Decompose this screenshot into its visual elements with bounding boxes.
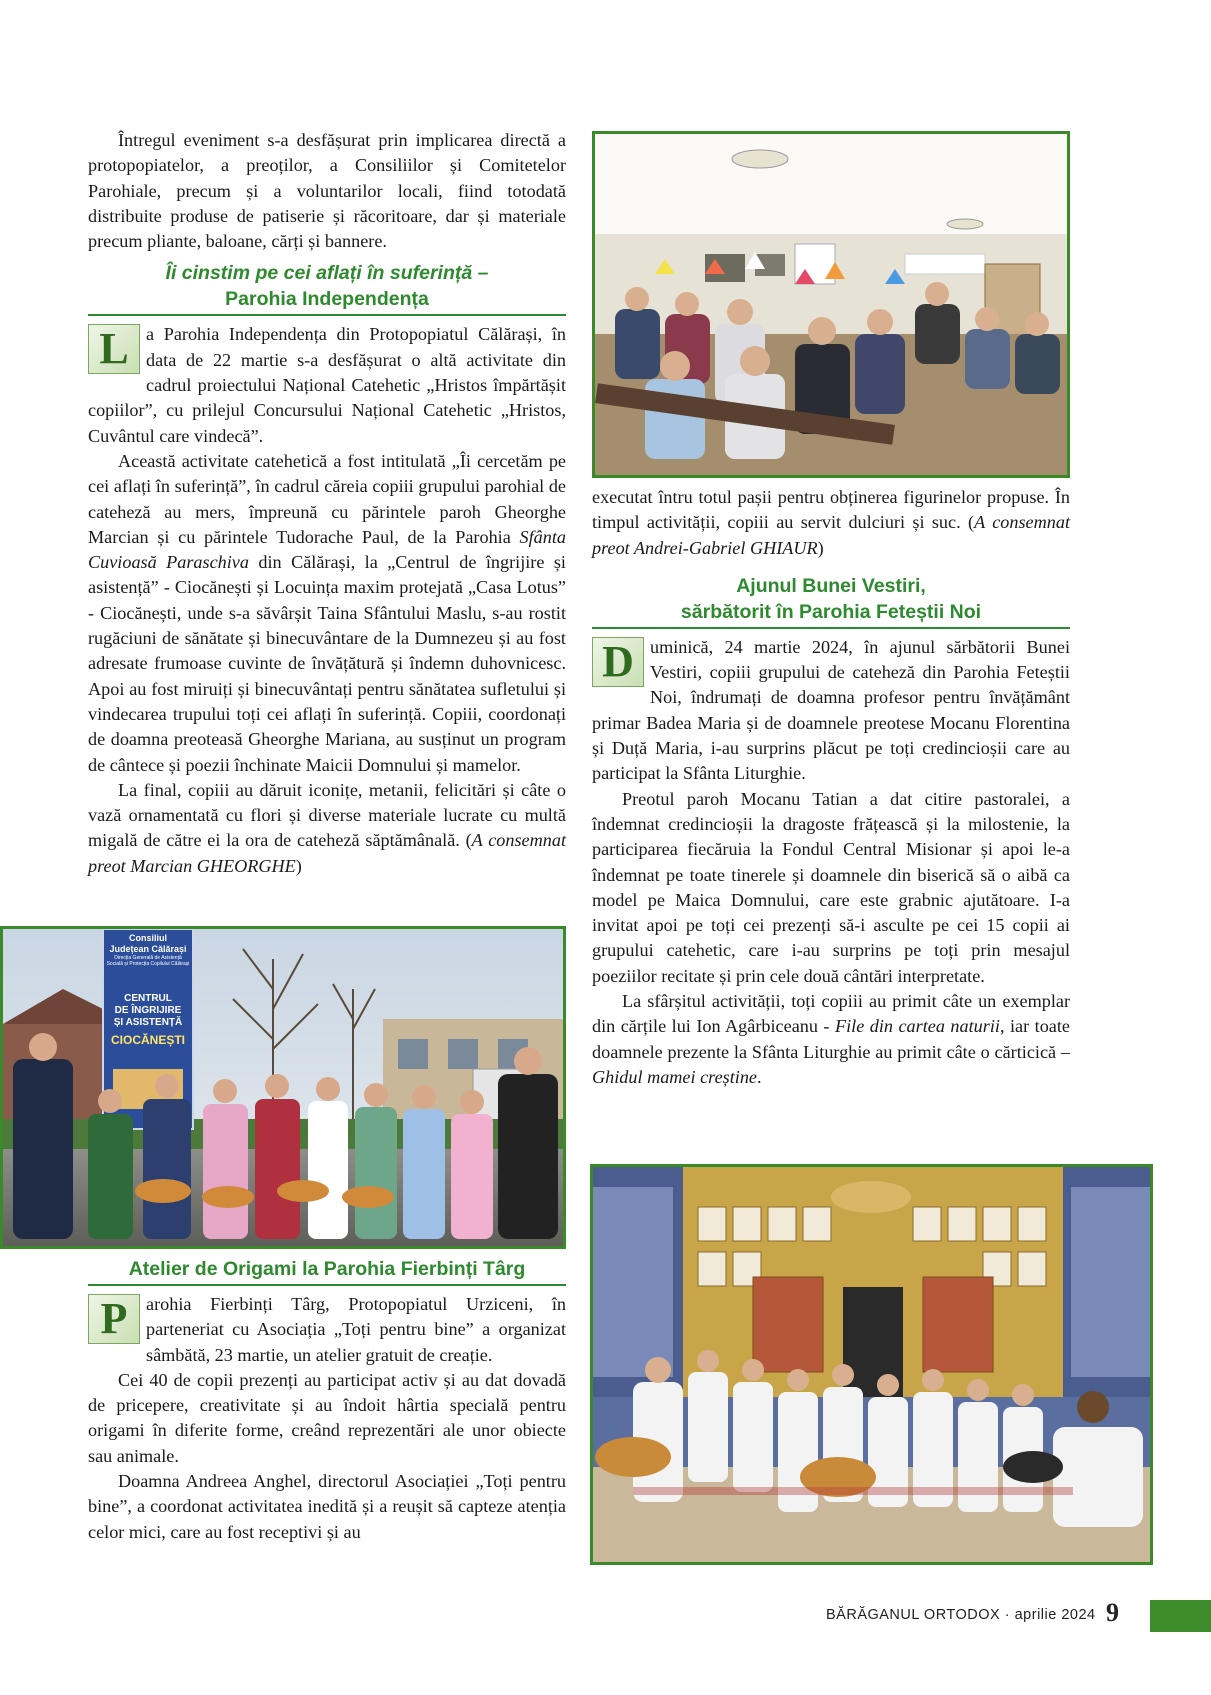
author-signature: A consemnat preot Marcian GHEORGHE [88,830,566,876]
photo-church-children [590,1164,1153,1565]
right-column [592,485,1070,1090]
left-column-lower [88,1256,566,1545]
article-paragraph: P arohia Fierbinți Târg, Protopopiatul Urziceni, în parteneriat cu Asociația „Toți pentru bine” a organizat sâmbătă, 23 martie, un atelier gratuit de creație. [88,1292,566,1368]
left-column [88,128,566,879]
sign-small-text: Direcția Generală de Asistență Socială și Protecția Copilului Călărași [106,955,190,967]
photo-origami-workshop [592,131,1070,478]
footer-publication: BĂRĂGANUL ORTODOX · aprilie 2024 [826,1607,1096,1623]
section-heading-independenta [88,260,566,312]
article-paragraph: Această activitate catehetică a fost intitulată „Îi cercetăm pe cei aflați în suferință”, în cadrul căreia copiii grupului parohial de cateheză au mers, împreună cu părintele paroh Gheorghe Marcian și cu părintele Tudorache Paul, de la Parohia Sfânta Cuvioasă Paraschiva din Călărași, la „Centrul de îngrijire și asistență” - Ciocănești și Locuința maxim protejată „Casa Lotus” - Ciocănești, unde s-a săvârșit Taina Sfântului Maslu, s-au rostit rugăciuni de sănătate și binecuvântare de la Dumnezeu și au fost adresate frumoase cuvinte de învățătură și îndemn duhovnicesc. Apoi au fost miruiți și binecuvântați pentru sănătatea sufletului și vindecarea trupului toți cei aflați în suferință. Copiii, coordonați de doamna preoteasă Gheorghe Mariana, au susținut un program de cântece și poezii închinate Maicii Domnului și mamelor. [88,450,566,775]
photo-ciocanesti-center [0,926,566,1249]
drop-cap: D [592,637,644,687]
article-paragraph: Preotul paroh Mocanu Tatian a dat citire pastoralei, a îndemnat credincioșii la dragoste frățească și la milostenie, la participarea fiecăruia la Fondul Central Misionar și apoi le-a îndemnat pe toate tinerele și doamnele din biserică să o aibă ca model pe Maica Domnului, care este grabnic ajutătoare. I-a invitat apoi pe toți cei prezenți să-i asculte pe cei 15 copii ai grupului catehetic, care i-au surprins pe toți prin mesajul poeziilor recitate și prin cele două cântări interpretate. [592,788,1070,986]
heading-rule [88,1284,566,1286]
sign-line-2: Județean Călărași [109,944,187,954]
photo-ciocanesti-image [3,929,563,1246]
sign-main-1: CENTRUL [124,993,172,1004]
article-paragraph: Cei 40 de copii prezenți au participat activ și au dat dovadă de pricepere, creativitate și au îndoit hârtia specială pentru origami în diferite forme, creând reprezentări ale unor obiecte sau animale. [88,1369,566,1466]
photo-church-image [593,1167,1150,1562]
page-number: 9 [1106,1598,1119,1627]
article-paragraph: D uminică, 24 martie 2024, în ajunul sărbătorii Bunei Vestiri, copiii grupului de cateheză din Parohia Feteștii Noi, îndrumați de doamna profesor pentru învățământ primar Badea Maria și de doamnele preotese Mocanu Florentina și Duță Maria, i-au surprins plăcut pe toți credincioșii care au participat la Sfânta Liturghie. [592,636,1070,784]
article-paragraph: executat întru totul pașii pentru obținerea figurinelor propuse. În timpul activității, copiii au servit dulciuri și suc. (A consemnat preot Andrei-Gabriel GHIAUR) [592,487,1070,558]
heading-line-1: Îi cinstim pe cei aflați în suferință – [165,262,489,285]
article-paragraph: L a Parohia Independența din Protopopiatul Călărași, în data de 22 martie s-a desfășurat o altă activitate din cadrul proiectului Național Catehetic „Hristos împărtășit copiilor”, cu prilejul Concursului Național Catehetic „Hristos, Cuvântul care vindecă”. [88,324,566,446]
drop-cap: L [88,324,140,374]
intro-paragraph: Întregul eveniment s-a desfășurat prin implicarea directă a protopopiatelor, a preoților, a Consiliilor și Comitetelor Parohiale, precum și a voluntarilor locali, fiind totodată distribuite produse de patiserie și răcoritoare, dar și materiale precum pliante, baloane, cărți și bannere. [88,130,566,252]
sign-city: CIOCĂNEȘTI [110,1033,186,1047]
heading-rule [88,314,566,316]
article-paragraph: La sfârșitul activității, toți copiii au primit câte un exemplar din cărțile lui Ion Agârbiceanu - File din cartea naturii, iar toate doamnele prezente la Sfânta Liturghie au primit câte o cărticică – Ghidul mamei creștine. [592,991,1070,1087]
sign-main-2: DE ÎNGRIJIRE [114,1005,182,1016]
author-signature: A consemnat preot Andrei-Gabriel GHIAUR [592,512,1070,558]
section-heading-origami: Atelier de Origami la Parohia Fierbinți Târg [128,1258,526,1280]
article-paragraph: La final, copiii au dăruit iconițe, metanii, felicitări și câte o vază ornamentată cu flori și diverse materiale lucrate cu multă migală de către ei la ora de cateheză săptămânală. (A consemnat preot Marcian GHEORGHE) [88,779,566,876]
sign-line-1: Consiliul [129,933,167,943]
footer-green-bar [1150,1600,1211,1632]
section-heading-bunei-vestiri: Ajunul Bunei Vestiri, sărbătorit în Parohia Feteștii Noi [680,574,982,623]
heading-line-2: Parohia Independența [225,288,429,311]
drop-cap: P [88,1294,140,1344]
sign-main-3: ȘI ASISTENȚĂ [113,1017,183,1028]
photo-origami-image [595,134,1067,475]
heading-rule [592,627,1070,629]
article-paragraph: Doamna Andreea Anghel, directorul Asociației „Toți pentru bine”, a coordonat activitatea inedită și a reușit să capteze atenția celor mici, care au fost receptivi și au [88,1471,566,1542]
